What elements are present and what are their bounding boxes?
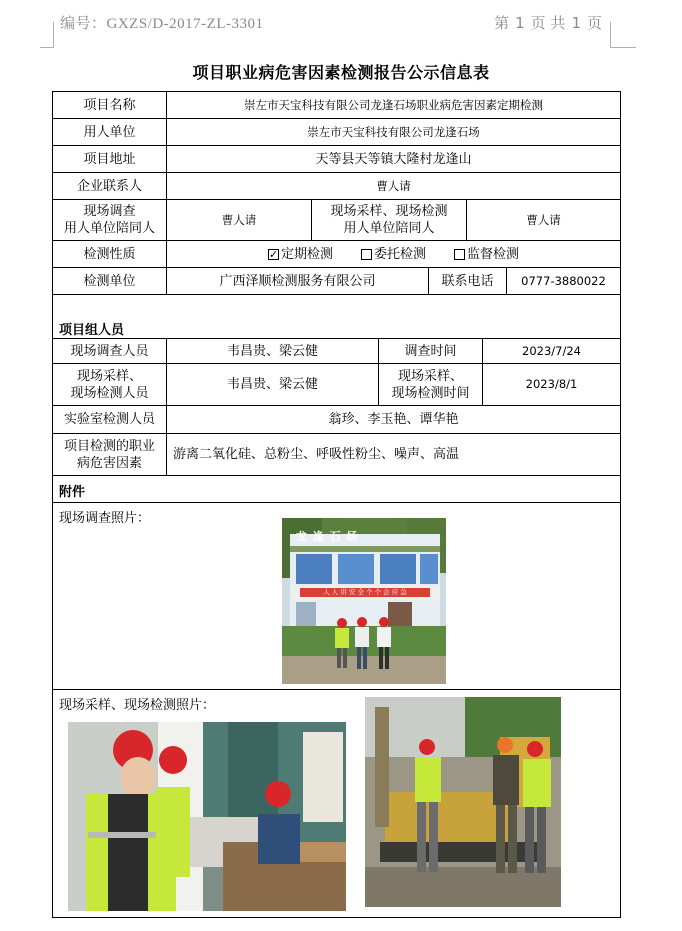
phone-label: 联系电话 (429, 268, 507, 294)
employer-value: 崇左市天宝科技有限公司龙逢石场 (307, 124, 480, 139)
survey-staff-value: 韦昌贵、梁云健 (167, 339, 379, 363)
sampling-escort-label: 现场采样、现场检测 用人单位陪同人 (312, 200, 467, 240)
checkbox-icon (454, 249, 465, 260)
project-name-value: 崇左市天宝科技有限公司龙逢石场职业病危害因素定期检测 (244, 97, 543, 112)
option-commissioned[interactable]: 委托检测 (361, 246, 426, 263)
sampling-time-label: 现场采样、 现场检测时间 (379, 364, 483, 405)
contact-value: 曹人请 (376, 178, 411, 193)
lab-staff-label: 实验室检测人员 (53, 406, 167, 433)
lab-label: 检测单位 (53, 268, 167, 294)
survey-staff-label: 现场调查人员 (53, 339, 167, 363)
table-row (53, 295, 620, 339)
attachments-section-label: 附件 (59, 485, 86, 500)
table-row (53, 690, 620, 919)
sampling-photo-label: 现场采样、现场检测照片： (59, 698, 216, 713)
sampling-escort-value: 曹人请 (526, 212, 561, 227)
quarry-sign: 龙 逢 石 场 (296, 530, 359, 543)
option-supervisory[interactable]: 监督检测 (454, 246, 519, 263)
lab-value: 广西泽顺检测服务有限公司 (167, 268, 429, 294)
project-name-label: 项目名称 (53, 92, 167, 118)
contact-label: 企业联系人 (53, 173, 167, 199)
survey-time-label: 调查时间 (379, 339, 483, 363)
phone-value: 0777-3880022 (521, 273, 606, 288)
page-indicator: 第 1 页 共 1 页 (494, 14, 602, 32)
address-value: 天等县天等镇大隆村龙逢山 (315, 151, 472, 167)
safety-banner: 人 人 讲 安 全 个 个 会 应 急 (323, 588, 407, 596)
page-title: 项目职业病危害因素检测报告公示信息表 (192, 63, 490, 82)
sampling-staff-value: 韦昌贵、梁云健 (167, 364, 379, 405)
nature-label: 检测性质 (53, 241, 167, 267)
survey-photo (282, 518, 446, 684)
outdoor-photo-image (365, 697, 561, 907)
table-row (53, 119, 620, 146)
survey-escort-value: 曹人请 (167, 200, 312, 240)
crop-mark-right (610, 22, 636, 48)
survey-escort-label: 现场调查 用人单位陪同人 (53, 200, 167, 240)
table-row (53, 406, 620, 434)
survey-time-value: 2023/7/24 (522, 343, 581, 358)
table-row (53, 476, 620, 503)
table-row (53, 146, 620, 173)
table-row (53, 241, 620, 268)
survey-photo-label: 现场调查照片： (59, 511, 151, 526)
employer-label: 用人单位 (53, 119, 167, 145)
hazards-label: 项目检测的职业 病危害因素 (53, 434, 167, 475)
indoor-photo-image (68, 722, 346, 911)
checkbox-icon (361, 249, 372, 260)
hazards-value: 游离二氧化硅、总粉尘、呼吸性粉尘、噪声、高温 (173, 447, 460, 462)
table-row (53, 434, 620, 476)
document-code: 编号：GXZS/D-2017-ZL-3301 (60, 16, 264, 32)
table-row (53, 92, 620, 119)
table-row (53, 503, 620, 690)
sampling-time-value: 2023/8/1 (525, 377, 578, 391)
sampling-staff-label: 现场采样、 现场检测人员 (53, 364, 167, 405)
checkbox-checked-icon (268, 249, 279, 260)
lab-staff-value: 翁珍、李玉艳、谭华艳 (328, 412, 459, 427)
address-label: 项目地址 (53, 146, 167, 172)
sampling-photo-indoor (68, 722, 346, 911)
table-row (53, 200, 620, 241)
team-section-label: 项目组人员 (59, 323, 125, 338)
table-row (53, 339, 620, 364)
info-table (52, 91, 621, 918)
sampling-photo-outdoor (365, 697, 561, 907)
nature-options (167, 241, 620, 267)
crop-mark-left (40, 22, 54, 48)
table-row (53, 173, 620, 200)
table-row (53, 364, 620, 406)
table-row (53, 268, 620, 295)
option-periodic[interactable]: ✓ 定期检测 (268, 246, 333, 263)
